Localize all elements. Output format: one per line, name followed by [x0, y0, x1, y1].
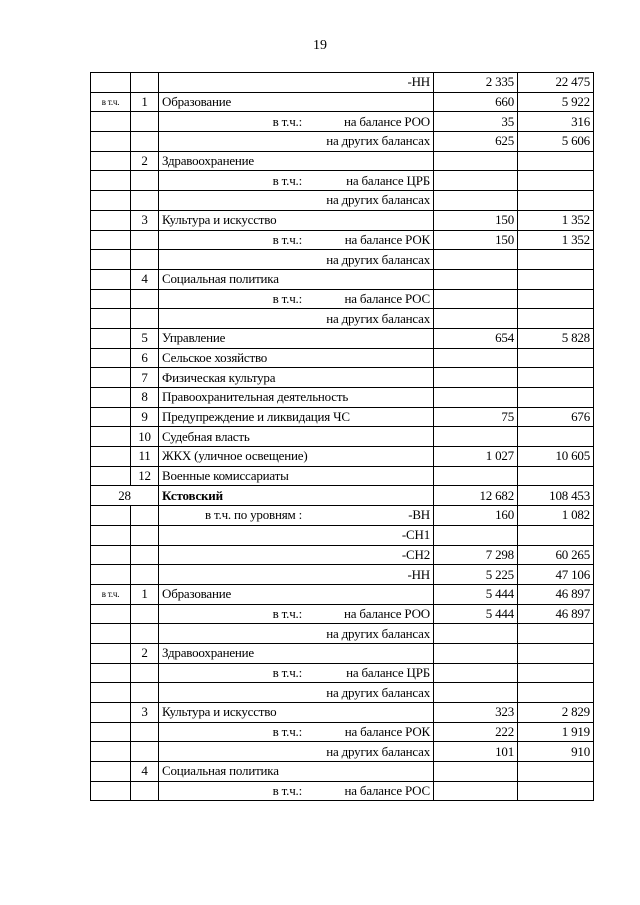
breakdown-prefix: в т.ч.: — [272, 113, 302, 129]
row-group-label — [91, 250, 131, 270]
table-row — [91, 545, 594, 565]
table-row — [91, 230, 594, 250]
item-number — [131, 545, 159, 565]
value-col-1: 35 — [434, 112, 518, 132]
item-number — [131, 624, 159, 644]
value-col-2: 10 605 — [518, 447, 594, 467]
value-col-2 — [518, 781, 594, 801]
item-number: 8 — [131, 388, 159, 408]
table-row — [91, 722, 594, 742]
table-row — [91, 191, 594, 211]
item-label: Военные комиссариаты — [159, 466, 434, 486]
value-col-1 — [434, 762, 518, 782]
row-group-label — [91, 289, 131, 309]
value-col-1 — [434, 663, 518, 683]
item-number — [131, 525, 159, 545]
value-col-1: 7 298 — [434, 545, 518, 565]
value-col-2: 5 828 — [518, 328, 594, 348]
value-col-1: 150 — [434, 210, 518, 230]
value-col-2: 1 082 — [518, 506, 594, 526]
table-row — [91, 742, 594, 762]
label-split — [162, 292, 430, 306]
table-row — [91, 781, 594, 801]
item-number: 2 — [131, 151, 159, 171]
value-col-1: 323 — [434, 703, 518, 723]
table-row — [91, 466, 594, 486]
row-group-label — [91, 348, 131, 368]
value-col-2: 108 453 — [518, 486, 594, 506]
label-split — [162, 607, 430, 621]
row-group-label — [91, 73, 131, 93]
value-col-1: 101 — [434, 742, 518, 762]
value-col-1 — [434, 525, 518, 545]
label-split — [162, 725, 430, 739]
row-group-label — [91, 545, 131, 565]
value-col-2 — [518, 348, 594, 368]
item-number: 10 — [131, 427, 159, 447]
value-col-2: 5 922 — [518, 92, 594, 112]
table-row — [91, 683, 594, 703]
row-group-label — [91, 132, 131, 152]
value-col-1 — [434, 624, 518, 644]
item-number: 9 — [131, 407, 159, 427]
row-group-label — [91, 407, 131, 427]
row-group-label — [91, 210, 131, 230]
value-col-2 — [518, 427, 594, 447]
breakdown-label: на балансе РОО — [343, 605, 430, 621]
breakdown-prefix: в т.ч.: — [272, 783, 302, 799]
row-group-label — [91, 171, 131, 191]
table-row — [91, 92, 594, 112]
value-col-1 — [434, 348, 518, 368]
breakdown-label: на балансе РОК — [344, 724, 430, 740]
value-col-2 — [518, 151, 594, 171]
item-number: 3 — [131, 210, 159, 230]
row-group-label — [91, 269, 131, 289]
value-col-2 — [518, 388, 594, 408]
table-row — [91, 447, 594, 467]
value-col-2 — [518, 269, 594, 289]
table-row — [91, 348, 594, 368]
item-number — [131, 565, 159, 585]
value-col-2 — [518, 525, 594, 545]
value-col-2: 1 919 — [518, 722, 594, 742]
breakdown-prefix: в т.ч.: — [272, 605, 302, 621]
item-label: -СН1 — [159, 525, 434, 545]
table-row — [91, 210, 594, 230]
breakdown-prefix: в т.ч.: — [272, 664, 302, 680]
label-split — [162, 174, 430, 188]
budget-table — [90, 72, 594, 801]
item-label: Предупреждение и ликвидация ЧС — [159, 407, 434, 427]
item-number — [131, 506, 159, 526]
value-col-2: 46 897 — [518, 604, 594, 624]
table-row — [91, 151, 594, 171]
item-number — [131, 742, 159, 762]
item-number — [131, 191, 159, 211]
value-col-2: 1 352 — [518, 210, 594, 230]
item-number — [131, 663, 159, 683]
value-col-1: 5 444 — [434, 604, 518, 624]
item-label: Здравоохранение — [159, 643, 434, 663]
row-group-label — [91, 427, 131, 447]
item-label-cell — [159, 230, 434, 250]
item-label-cell — [159, 722, 434, 742]
value-col-2: 1 352 — [518, 230, 594, 250]
value-col-2 — [518, 171, 594, 191]
value-col-2 — [518, 309, 594, 329]
value-col-1 — [434, 289, 518, 309]
value-col-1 — [434, 643, 518, 663]
item-label: Судебная власть — [159, 427, 434, 447]
row-group-label — [91, 388, 131, 408]
row-group-label — [91, 624, 131, 644]
table-row — [91, 407, 594, 427]
item-number — [131, 132, 159, 152]
value-col-1 — [434, 388, 518, 408]
table-row — [91, 368, 594, 388]
item-label: Культура и искусство — [159, 703, 434, 723]
table-row — [91, 643, 594, 663]
item-label: на других балансах — [159, 683, 434, 703]
value-col-1: 222 — [434, 722, 518, 742]
label-split — [162, 233, 430, 247]
table-row — [91, 328, 594, 348]
value-col-1: 5 444 — [434, 584, 518, 604]
row-group-label — [91, 230, 131, 250]
value-col-2 — [518, 250, 594, 270]
item-label: на других балансах — [159, 309, 434, 329]
value-col-1 — [434, 250, 518, 270]
value-col-1: 75 — [434, 407, 518, 427]
value-col-2 — [518, 683, 594, 703]
row-group-label — [91, 525, 131, 545]
item-label: Социальная политика — [159, 762, 434, 782]
item-label: Сельское хозяйство — [159, 348, 434, 368]
item-label: на других балансах — [159, 250, 434, 270]
table-row — [91, 663, 594, 683]
item-label: -НН — [159, 73, 434, 93]
item-number — [131, 781, 159, 801]
table-row — [91, 250, 594, 270]
item-number — [131, 250, 159, 270]
row-group-label — [91, 781, 131, 801]
value-col-1 — [434, 427, 518, 447]
item-label: -НН — [159, 565, 434, 585]
table-row — [91, 584, 594, 604]
item-number: 4 — [131, 269, 159, 289]
item-number — [131, 309, 159, 329]
row-group-label — [91, 643, 131, 663]
table-row — [91, 486, 594, 506]
item-number: 12 — [131, 466, 159, 486]
row-group-label: в т.ч. — [91, 92, 131, 112]
district-number: 28 — [91, 486, 159, 506]
item-label: на других балансах — [159, 132, 434, 152]
value-col-2 — [518, 466, 594, 486]
value-col-1 — [434, 781, 518, 801]
item-number — [131, 722, 159, 742]
breakdown-prefix: в т.ч.: — [272, 231, 302, 247]
row-group-label — [91, 151, 131, 171]
page-number: 19 — [313, 38, 327, 53]
item-label: на других балансах — [159, 742, 434, 762]
table-row — [91, 762, 594, 782]
table-row — [91, 506, 594, 526]
label-split — [162, 115, 430, 129]
breakdown-label: -ВН — [408, 507, 430, 523]
value-col-1: 150 — [434, 230, 518, 250]
table-row — [91, 112, 594, 132]
table-row — [91, 624, 594, 644]
item-label-cell — [159, 781, 434, 801]
item-number: 11 — [131, 447, 159, 467]
item-number: 3 — [131, 703, 159, 723]
item-label: Управление — [159, 328, 434, 348]
item-label: Правоохранительная деятельность — [159, 388, 434, 408]
item-label-cell — [159, 506, 434, 526]
table-row — [91, 309, 594, 329]
item-label: на других балансах — [159, 624, 434, 644]
breakdown-label: на балансе ЦРБ — [346, 664, 430, 680]
item-number: 6 — [131, 348, 159, 368]
row-group-label — [91, 604, 131, 624]
value-col-1 — [434, 151, 518, 171]
row-group-label — [91, 703, 131, 723]
item-label-cell — [159, 112, 434, 132]
table-row — [91, 565, 594, 585]
item-number — [131, 683, 159, 703]
label-split — [162, 508, 430, 522]
item-number — [131, 73, 159, 93]
value-col-2: 47 106 — [518, 565, 594, 585]
value-col-1: 5 225 — [434, 565, 518, 585]
item-label: Физическая культура — [159, 368, 434, 388]
row-group-label — [91, 722, 131, 742]
item-label-cell — [159, 171, 434, 191]
value-col-2: 22 475 — [518, 73, 594, 93]
item-number — [131, 604, 159, 624]
row-group-label — [91, 328, 131, 348]
item-number — [131, 230, 159, 250]
item-number: 4 — [131, 762, 159, 782]
value-col-1 — [434, 466, 518, 486]
row-group-label — [91, 506, 131, 526]
breakdown-prefix: в т.ч.: — [272, 172, 302, 188]
value-col-2 — [518, 191, 594, 211]
breakdown-label: на балансе РОО — [343, 113, 430, 129]
table-row — [91, 269, 594, 289]
value-col-2: 910 — [518, 742, 594, 762]
value-col-1: 625 — [434, 132, 518, 152]
table-row — [91, 73, 594, 93]
table-row — [91, 427, 594, 447]
item-label: Образование — [159, 92, 434, 112]
breakdown-label: на балансе РОК — [344, 231, 430, 247]
item-label: Культура и искусство — [159, 210, 434, 230]
table-row — [91, 388, 594, 408]
row-group-label — [91, 112, 131, 132]
item-label: Социальная политика — [159, 269, 434, 289]
item-number: 2 — [131, 643, 159, 663]
value-col-1 — [434, 269, 518, 289]
value-col-2 — [518, 624, 594, 644]
value-col-2: 46 897 — [518, 584, 594, 604]
value-col-2 — [518, 368, 594, 388]
value-col-2 — [518, 289, 594, 309]
item-number — [131, 289, 159, 309]
value-col-1 — [434, 368, 518, 388]
breakdown-label: на балансе ЦРБ — [346, 172, 430, 188]
table-row — [91, 604, 594, 624]
item-label-cell — [159, 289, 434, 309]
value-col-1: 654 — [434, 328, 518, 348]
item-number: 7 — [131, 368, 159, 388]
value-col-1: 2 335 — [434, 73, 518, 93]
item-number — [131, 112, 159, 132]
table-body — [91, 73, 594, 801]
item-label: Здравоохранение — [159, 151, 434, 171]
value-col-1 — [434, 171, 518, 191]
value-col-2: 676 — [518, 407, 594, 427]
table-row — [91, 525, 594, 545]
row-group-label — [91, 466, 131, 486]
district-name: Кстовский — [159, 486, 434, 506]
row-group-label — [91, 742, 131, 762]
label-split — [162, 666, 430, 680]
value-col-1 — [434, 191, 518, 211]
row-group-label — [91, 309, 131, 329]
value-col-2 — [518, 762, 594, 782]
value-col-1: 12 682 — [434, 486, 518, 506]
breakdown-label: на балансе РОС — [344, 783, 430, 799]
value-col-2: 60 265 — [518, 545, 594, 565]
table-row — [91, 289, 594, 309]
item-label: ЖКХ (уличное освещение) — [159, 447, 434, 467]
breakdown-label: на балансе РОС — [344, 290, 430, 306]
value-col-2 — [518, 643, 594, 663]
item-label: Образование — [159, 584, 434, 604]
item-number: 5 — [131, 328, 159, 348]
value-col-1: 160 — [434, 506, 518, 526]
table-row — [91, 171, 594, 191]
item-number — [131, 171, 159, 191]
item-label: -СН2 — [159, 545, 434, 565]
row-group-label — [91, 191, 131, 211]
row-group-label — [91, 762, 131, 782]
value-col-2 — [518, 663, 594, 683]
item-label-cell — [159, 663, 434, 683]
row-group-label — [91, 683, 131, 703]
row-group-label — [91, 368, 131, 388]
breakdown-prefix: в т.ч. по уровням : — [205, 507, 302, 523]
row-group-label — [91, 447, 131, 467]
value-col-1: 660 — [434, 92, 518, 112]
value-col-1 — [434, 309, 518, 329]
value-col-2: 316 — [518, 112, 594, 132]
table-row — [91, 703, 594, 723]
value-col-1 — [434, 683, 518, 703]
breakdown-prefix: в т.ч.: — [272, 290, 302, 306]
value-col-1: 1 027 — [434, 447, 518, 467]
value-col-2: 2 829 — [518, 703, 594, 723]
item-number: 1 — [131, 92, 159, 112]
row-group-label — [91, 565, 131, 585]
label-split — [162, 784, 430, 798]
value-col-2: 5 606 — [518, 132, 594, 152]
item-number: 1 — [131, 584, 159, 604]
row-group-label — [91, 663, 131, 683]
item-label-cell — [159, 604, 434, 624]
item-label: на других балансах — [159, 191, 434, 211]
row-group-label: в т.ч. — [91, 584, 131, 604]
breakdown-prefix: в т.ч.: — [272, 724, 302, 740]
table-row — [91, 132, 594, 152]
